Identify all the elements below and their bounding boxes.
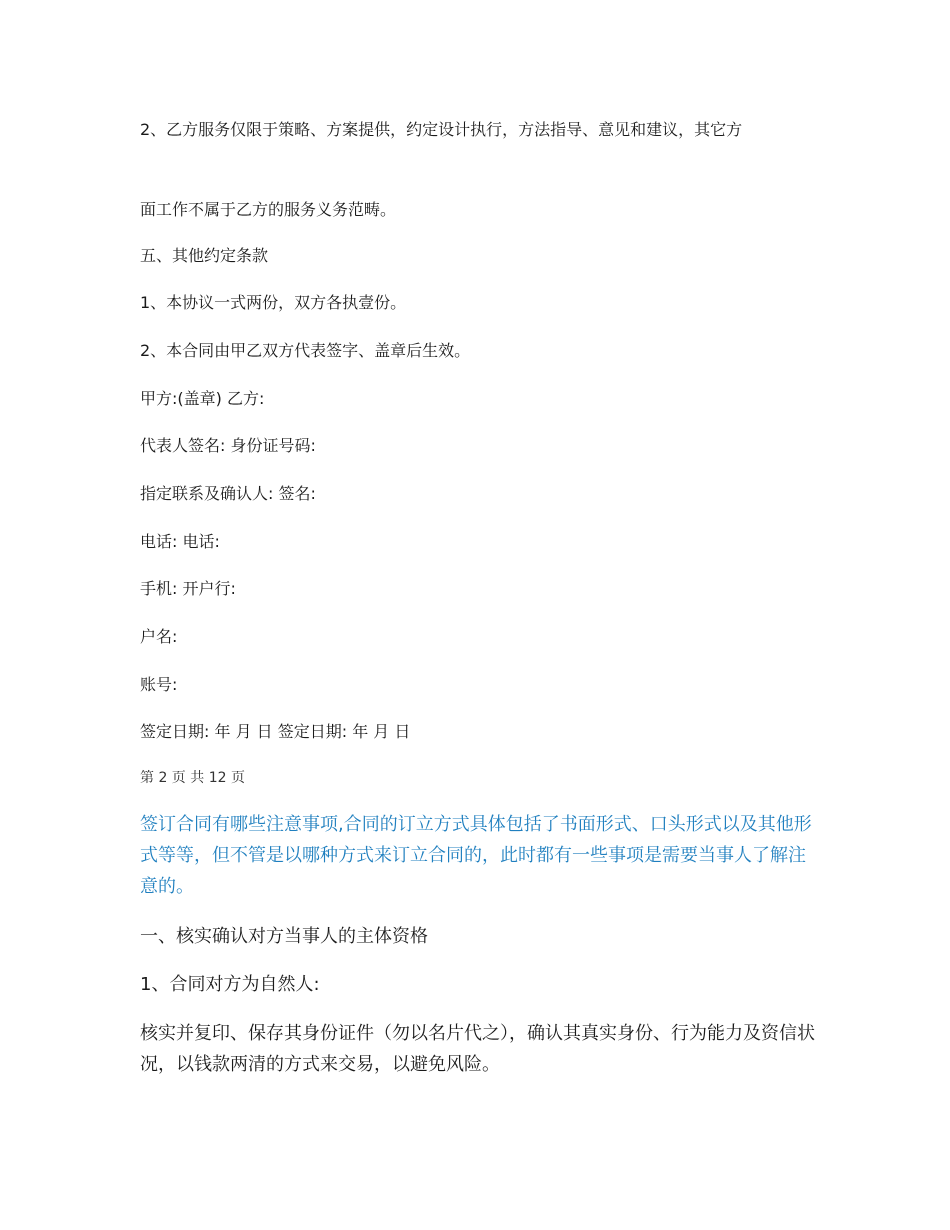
contact-line: 指定联系及确认人: 签名: <box>140 484 316 503</box>
clause-2-continuation: 面工作不属于乙方的服务义务范畴。 <box>140 200 397 219</box>
clause-effective: 2、本合同由甲乙双方代表签字、盖章后生效。 <box>140 341 471 360</box>
sign-date-line: 签定日期: 年 月 日 签定日期: 年 月 日 <box>140 722 411 741</box>
page-indicator: 第 2 页 共 12 页 <box>140 770 245 786</box>
sub-heading: 1、合同对方为自然人: <box>140 974 320 995</box>
clause-copies: 1、本协议一式两份，双方各执壹份。 <box>140 293 407 312</box>
mobile-bank-line: 手机: 开户行: <box>140 579 236 598</box>
phone-line: 电话: 电话: <box>140 532 220 551</box>
clause-2-text: 2、乙方服务仅限于策略、方案提供，约定设计执行，方法指导、意见和建议，其它方 <box>140 120 743 139</box>
representative-line: 代表人签名: 身份证号码: <box>140 436 316 455</box>
body-paragraph: 核实并复印、保存其身份证件（勿以名片代之），确认其真实身份、行为能力及资信状况，以钱款两清的方式来交易，以避免风险。 <box>140 1023 815 1075</box>
party-line: 甲方:(盖章) 乙方: <box>140 389 265 408</box>
section-heading: 一、核实确认对方当事人的主体资格 <box>140 926 428 947</box>
account-name-line: 户名: <box>140 627 178 646</box>
account-number-line: 账号: <box>140 675 178 694</box>
section-five-heading: 五、其他约定条款 <box>140 246 269 265</box>
highlight-paragraph: 签订合同有哪些注意事项,合同的订立方式具体包括了书面形式、口头形式以及其他形式等等，但不管是以哪种方式来订立合同的，此时都有一些事项是需要当事人了解注意的。 <box>140 814 812 897</box>
